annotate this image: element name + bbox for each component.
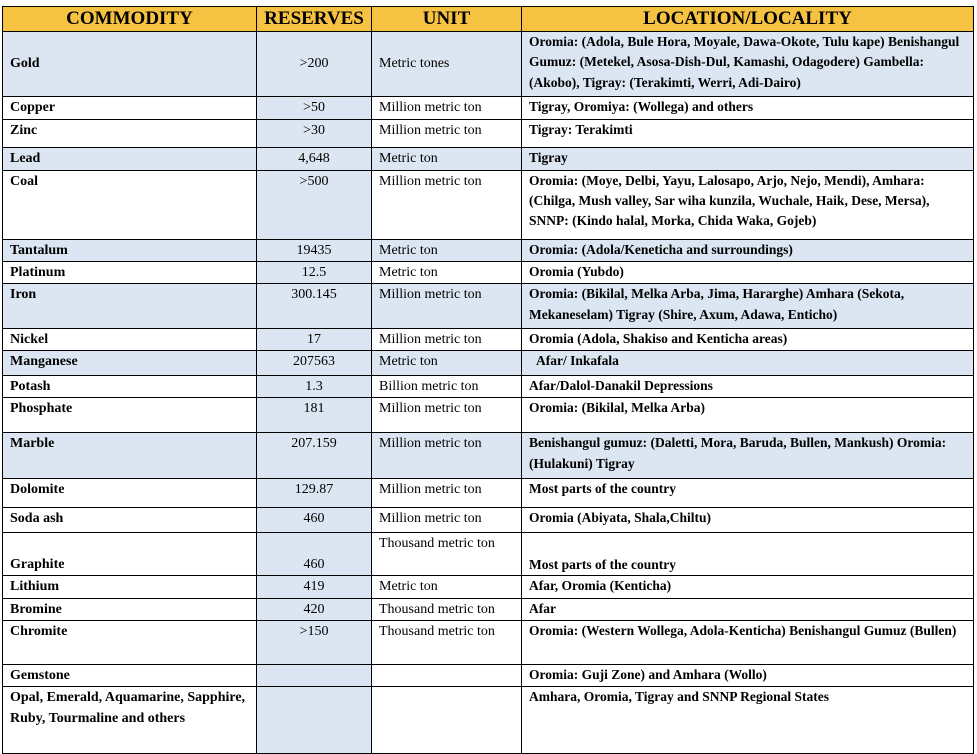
commodity-cell: Gemstone [3, 664, 257, 686]
reserves-cell: 12.5 [257, 262, 372, 284]
location-cell: Oromia: Guji Zone) and Amhara (Wollo) [522, 664, 974, 686]
reserves-cell: 17 [257, 329, 372, 351]
table-row [3, 170, 974, 239]
table-row [3, 120, 974, 147]
location-cell: Oromia: (Moye, Delbi, Yayu, Lalosapo, Arjo, Nejo, Mendi), Amhara: (Chilga, Mush valley, Sar wiha kunzila, Wuchale, Haik, Dese, Mersa), SNNP: (Kindo halal, Morka, Chida Waka, Gojeb) [522, 170, 974, 239]
commodity-cell: Tantalum [3, 239, 257, 261]
table-row [3, 508, 974, 532]
header-location: LOCATION/LOCALITY [522, 7, 974, 32]
reserves-cell: 300.145 [257, 284, 372, 329]
unit-cell: Million metric ton [372, 433, 522, 479]
table-row [3, 262, 974, 284]
unit-cell: Million metric ton [372, 96, 522, 119]
unit-cell: Thousand metric ton [372, 598, 522, 620]
reserves-cell: 129.87 [257, 479, 372, 508]
commodity-cell: Lead [3, 147, 257, 170]
location-cell: Oromia: (Adola/Keneticha and surroundings) [522, 239, 974, 261]
location-cell: Afar, Oromia (Kenticha) [522, 576, 974, 598]
table-row [3, 686, 974, 753]
unit-cell: Million metric ton [372, 479, 522, 508]
location-cell: Amhara, Oromia, Tigray and SNNP Regional States [522, 686, 974, 753]
location-cell: Oromia (Adola, Shakiso and Kenticha areas) [522, 329, 974, 351]
table-row [3, 32, 974, 97]
reserves-cell [257, 686, 372, 753]
commodity-cell: Graphite [3, 532, 257, 576]
reserves-cell: 181 [257, 397, 372, 432]
table-row [3, 621, 974, 665]
table-row [3, 397, 974, 432]
location-cell: Tigray [522, 147, 974, 170]
reserves-cell: >200 [257, 32, 372, 97]
location-cell: Oromia (Abiyata, Shala,Chiltu) [522, 508, 974, 532]
table-row [3, 664, 974, 686]
reserves-cell: 207563 [257, 351, 372, 375]
unit-cell: Thousand metric ton [372, 532, 522, 576]
commodity-cell: Bromine [3, 598, 257, 620]
table-header-row [3, 7, 974, 32]
unit-cell: Metric ton [372, 147, 522, 170]
location-cell: Tigray, Oromiya: (Wollega) and others [522, 96, 974, 119]
commodity-cell: Platinum [3, 262, 257, 284]
reserves-cell [257, 664, 372, 686]
commodity-cell: Iron [3, 284, 257, 329]
location-cell: Afar/ Inkafala [522, 351, 974, 375]
commodity-cell: Opal, Emerald, Aquamarine, Sapphire, Ruby, Tourmaline and others [3, 686, 257, 753]
reserves-cell: 207.159 [257, 433, 372, 479]
table-row [3, 576, 974, 598]
commodity-cell: Phosphate [3, 397, 257, 432]
reserves-cell: >500 [257, 170, 372, 239]
unit-cell: Million metric ton [372, 170, 522, 239]
commodity-cell: Marble [3, 433, 257, 479]
unit-cell [372, 664, 522, 686]
commodity-cell: Coal [3, 170, 257, 239]
commodity-cell: Lithium [3, 576, 257, 598]
unit-cell: Metric tones [372, 32, 522, 97]
unit-cell: Million metric ton [372, 508, 522, 532]
commodity-cell: Dolomite [3, 479, 257, 508]
unit-cell: Metric ton [372, 239, 522, 261]
reserves-cell: 19435 [257, 239, 372, 261]
table-row [3, 239, 974, 261]
header-unit: UNIT [372, 7, 522, 32]
location-cell: Most parts of the country [522, 479, 974, 508]
table-row [3, 532, 974, 576]
reserves-cell: >150 [257, 621, 372, 665]
unit-cell: Million metric ton [372, 397, 522, 432]
location-cell: Oromia: (Bikilal, Melka Arba) [522, 397, 974, 432]
table-row [3, 96, 974, 119]
commodity-cell: Chromite [3, 621, 257, 665]
location-cell: Tigray: Terakimti [522, 120, 974, 147]
location-cell: Most parts of the country [522, 532, 974, 576]
table-row [3, 351, 974, 375]
commodity-cell: Copper [3, 96, 257, 119]
location-cell: Afar [522, 598, 974, 620]
table-row [3, 375, 974, 397]
table-row [3, 598, 974, 620]
commodity-cell: Soda ash [3, 508, 257, 532]
table-row [3, 329, 974, 351]
location-cell: Afar/Dalol-Danakil Depressions [522, 375, 974, 397]
header-commodity: COMMODITY [3, 7, 257, 32]
unit-cell: Million metric ton [372, 284, 522, 329]
commodity-cell: Zinc [3, 120, 257, 147]
commodity-cell: Manganese [3, 351, 257, 375]
location-cell: Oromia: (Bikilal, Melka Arba, Jima, Hararghe) Amhara (Sekota, Mekaneselam) Tigray (Shire, Axum, Adawa, Enticho) [522, 284, 974, 329]
unit-cell: Thousand metric ton [372, 621, 522, 665]
reserves-cell: >30 [257, 120, 372, 147]
table-row [3, 147, 974, 170]
unit-cell: Metric ton [372, 576, 522, 598]
reserves-cell: 1.3 [257, 375, 372, 397]
table-row [3, 433, 974, 479]
unit-cell: Metric ton [372, 351, 522, 375]
reserves-cell: >50 [257, 96, 372, 119]
reserves-cell: 4,648 [257, 147, 372, 170]
location-cell: Oromia (Yubdo) [522, 262, 974, 284]
unit-cell: Billion metric ton [372, 375, 522, 397]
location-cell: Oromia: (Adola, Bule Hora, Moyale, Dawa-Okote, Tulu kape) Benishangul Gumuz: (Metekel, Asosa-Dish-Dul, Kamashi, Odagodere) Gambella: (Akobo), Tigray: (Terakimti, Werri, Adi-Dairo) [522, 32, 974, 97]
mineral-reserves-table [2, 6, 974, 754]
unit-cell [372, 686, 522, 753]
unit-cell: Million metric ton [372, 120, 522, 147]
commodity-cell: Nickel [3, 329, 257, 351]
reserves-cell: 420 [257, 598, 372, 620]
table-row [3, 479, 974, 508]
header-reserves: RESERVES [257, 7, 372, 32]
reserves-cell: 460 [257, 532, 372, 576]
unit-cell: Metric ton [372, 262, 522, 284]
reserves-cell: 460 [257, 508, 372, 532]
commodity-cell: Potash [3, 375, 257, 397]
location-cell: Benishangul gumuz: (Daletti, Mora, Baruda, Bullen, Mankush) Oromia: (Hulakuni) Tigray [522, 433, 974, 479]
unit-cell: Million metric ton [372, 329, 522, 351]
table-row [3, 284, 974, 329]
reserves-cell: 419 [257, 576, 372, 598]
location-cell: Oromia: (Western Wollega, Adola-Kenticha) Benishangul Gumuz (Bullen) [522, 621, 974, 665]
commodity-cell: Gold [3, 32, 257, 97]
